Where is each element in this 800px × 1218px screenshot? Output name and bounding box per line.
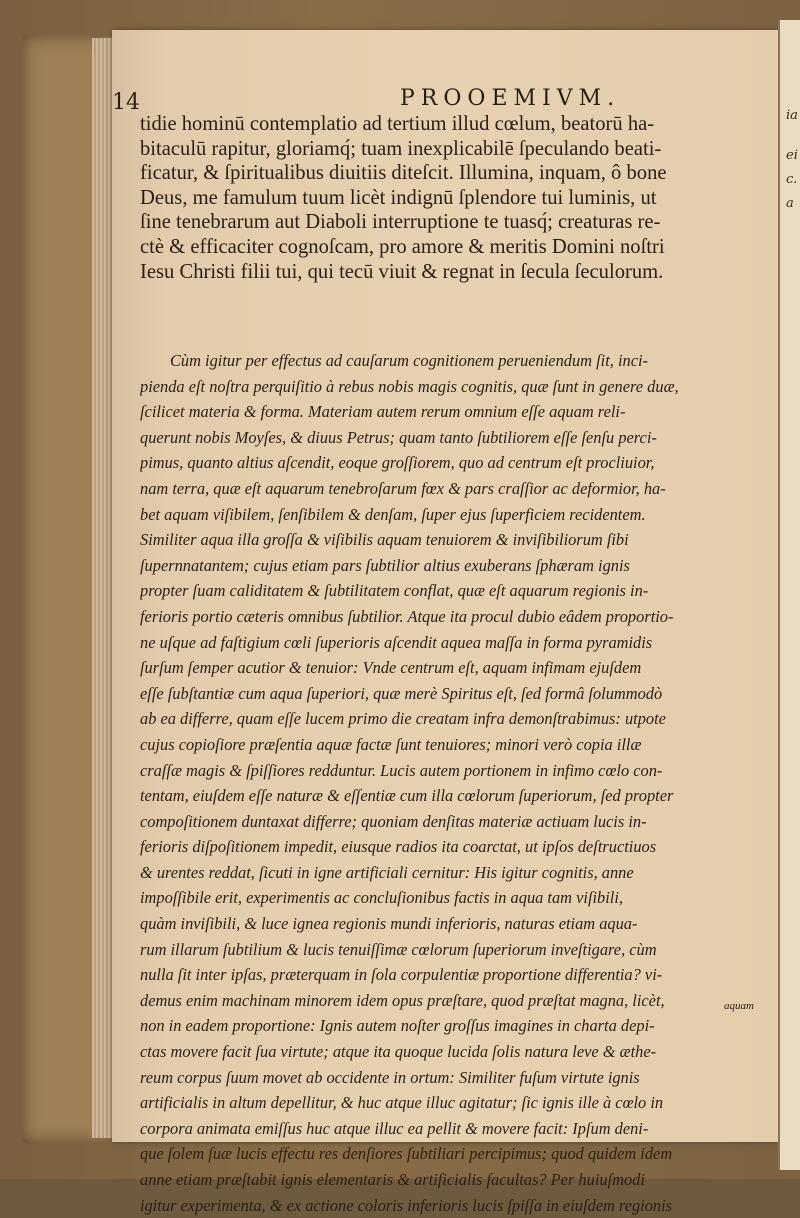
- text-line: ſine tenebrarum aut Diaboli interruptione te tuasq́; creaturas re-: [140, 211, 661, 234]
- text-line: compoſitionem duntaxat differre; quoniam denſitas materiæ actiuam lucis in-: [140, 811, 647, 831]
- text-line: tidie hominū contemplatio ad tertium illud cœlum, beatorū ha-: [140, 113, 655, 135]
- facing-page-edge: [778, 20, 800, 1170]
- facing-fragment: c.: [786, 172, 798, 187]
- text-line: nam terra, quæ eſt aquarum tenebroſarum fœx & pars craſſior ac deformior, ha-: [140, 478, 666, 498]
- text-line: ctè & efficaciter cognoſcam, pro amore & meritis Domini noſtri: [140, 235, 665, 258]
- running-title: PROOEMIVM.: [400, 86, 621, 111]
- text-line: & urentes reddat, ſicuti in igne artificiali cernitur: His igitur cognitis, anne: [140, 862, 634, 882]
- roman-paragraph: [140, 112, 770, 284]
- text-line: bitaculū rapitur, gloriamq́; tuam inexplicabilē ſpeculando beati-: [140, 137, 662, 160]
- facing-fragment: a: [786, 196, 794, 211]
- text-line: pienda eſt noſtra perquiſitio à rebus nobis magis cognitis, quæ ſunt in genere duæ,: [140, 376, 679, 396]
- catchword: aquam: [724, 1000, 754, 1012]
- text-line: pimus, quanto altius aſcendit, eoque groſſiorem, quo ad centrum eſt procliuior,: [140, 453, 655, 473]
- text-line: ficatur, & ſpiritualibus diuitiis diteſcit. Illumina, inquam, ô bone: [140, 162, 667, 185]
- text-line: ſupernnatantem; cujus etiam pars ſubtilior altius exuberans ſphæram ignis: [140, 555, 630, 575]
- text-line: que ſolem ſuæ lucis effectu res denſiores ſubtiliari percipimus; quod quidem idem: [140, 1144, 673, 1164]
- text-line: Cùm igitur per effectus ad cauſarum cognitionem perueniendum ſit, inci-: [170, 351, 648, 370]
- facing-fragment: ia: [786, 108, 798, 123]
- text-line: cujus copioſiore præſentia aquæ factæ ſunt tenuiores; minori verò copia illæ: [140, 734, 642, 754]
- text-line: ſurſum ſemper acutior & tenuior: Vnde centrum eſt, aquam infimam ejuſdem: [140, 658, 642, 678]
- text-line: craſſæ magis & ſpiſſiores redduntur. Lucis autem portionem in infimo cœlo con-: [140, 760, 663, 780]
- text-line: reum corpus ſuum movet ab occidente in ortum: Similiter fuſum virtute ignis: [140, 1067, 640, 1087]
- text-line: eſſe ſubſtantiæ cum aqua ſuperiori, quæ merè Spiritus eſt, ſed formâ ſolummodò: [140, 683, 663, 703]
- text-line: tentam, eiuſdem eſſe naturæ & eſſentiæ cum illa cœlorum ſuperiorum, ſed propter: [140, 786, 674, 806]
- text-line: ferioris diſpoſitionem impedit, eiusque radios ita coarctat, ut ipſos deſtructiuos: [140, 837, 657, 857]
- text-line: artificialis in altum depellitur, & huc atque illuc agitatur; ſic ignis ille à cœlo in: [140, 1093, 664, 1113]
- text-line: rum illarum ſubtilium & lucis tenuiſſimæ cœlorum ſuperiorum inveſtigare, cùm: [140, 939, 657, 959]
- text-line: Deus, me famulum tuum licèt indignū ſplendore tui luminis, ut: [140, 186, 657, 209]
- text-line: anne etiam præſtabit ignis elementaris & artificialis facultas? Per huiuſmodi: [140, 1170, 645, 1189]
- text-line: igitur experimenta, & ex actione coloris inferioris lucis ſpiſſa in eiuſdem regionis: [140, 1195, 673, 1215]
- text-line: propter ſuam caliditatem & ſubtilitatem conflat, quæ eſt aquarum regionis in-: [140, 581, 649, 601]
- text-line: ab ea differre, quam eſſe lucem primo die creatam infra demonſtrabimus: utpote: [140, 709, 666, 729]
- text-line: quàm inviſibili, & luce ignea regionis mundi inferioris, naturas etiam aqua-: [140, 914, 638, 934]
- italic-paragraph: [140, 348, 770, 1218]
- text-line: demus enim machinam minorem idem opus præſtare, quod præſtat magna, licèt,: [140, 990, 665, 1010]
- page-number: 14: [112, 90, 140, 115]
- text-line: bet aquam viſibilem, ſenſibilem & denſam, ſuper ejus ſuperficiem recidentem.: [140, 504, 646, 524]
- text-line: non in eadem proportione: Ignis autem noſter groſſus imagines in charta depi-: [140, 1016, 655, 1036]
- text-line: ferioris portio cæteris omnibus ſubtilior. Atque ita procul dubio eâdem proportio-: [140, 606, 674, 626]
- text-line: Iesu Christi filii tui, qui tecū viuit & regnat in ſecula ſeculorum.: [140, 260, 664, 283]
- text-line: corpora animata emiſſus huc atque illuc ea pellit & movere facit: Ipſum deni-: [140, 1118, 649, 1138]
- text-line: querunt nobis Moyſes, & diuus Petrus; quam tanto ſubtiliorem eſſe ſenſu perci-: [140, 427, 657, 447]
- text-line: ſcilicet materia & forma. Materiam autem rerum omnium eſſe aquam reli-: [140, 402, 626, 422]
- text-line: Similiter aqua illa groſſa & viſibilis aquam tenuiorem & inviſibiliorum ſibi: [140, 530, 629, 550]
- text-line: impoſſibile erit, experimentis ac concluſionibus factis in aqua tam viſibili,: [140, 888, 624, 908]
- facing-fragment: ei: [786, 148, 798, 163]
- text-line: ne uſque ad faſtigium cœli ſuperioris aſcendit aquea maſſa in forma pyramidis: [140, 632, 653, 652]
- text-line: ctas movere facit ſua virtute; atque ita quoque lucida ſolis natura leve & æthe-: [140, 1042, 657, 1062]
- text-line: nulla ſit inter ipſas, præterquam in ſola corpulentiæ proportione differentia? vi-: [140, 965, 663, 985]
